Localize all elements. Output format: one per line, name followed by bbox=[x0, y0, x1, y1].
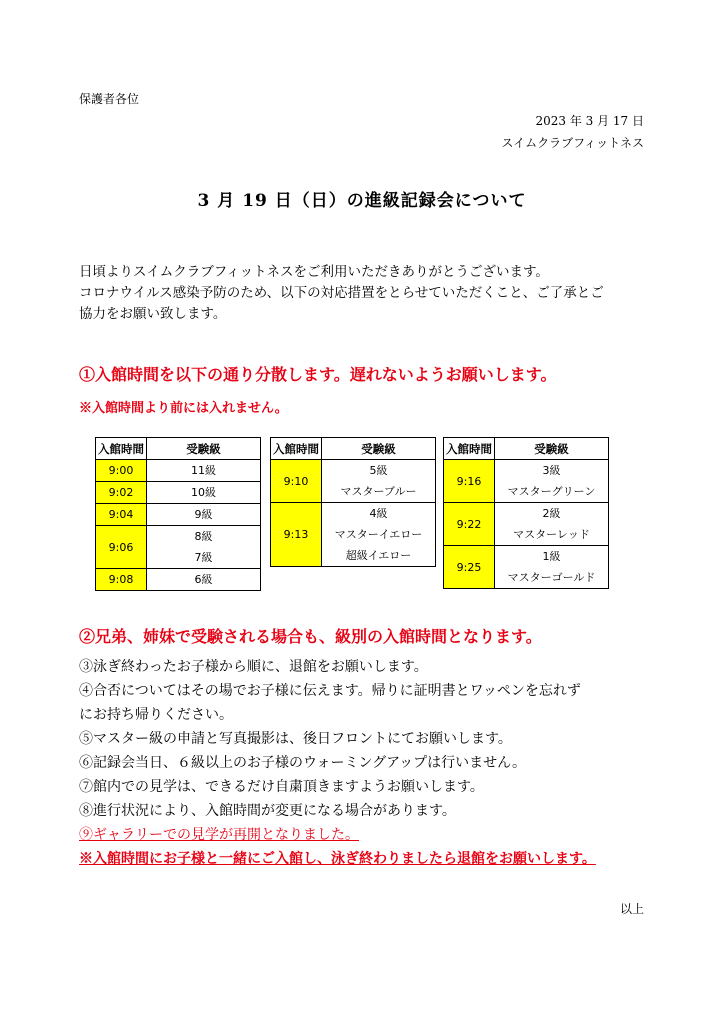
intro-line-1: 日頃よりスイムクラブフィットネスをご利用いただきありがとうございます。 bbox=[79, 264, 549, 280]
grade-label: マスターイエロー bbox=[334, 528, 423, 541]
grade-label: 6級 bbox=[194, 573, 213, 586]
grade-label: 1級 bbox=[542, 550, 561, 563]
schedule-table-3 bbox=[443, 437, 609, 589]
time-cell: 9:22 bbox=[444, 503, 495, 546]
grade-label: 8級 bbox=[194, 530, 213, 543]
header-time: 入館時間 bbox=[271, 438, 322, 460]
time-cell: 9:04 bbox=[96, 504, 147, 526]
header-grade: 受験級 bbox=[147, 438, 261, 460]
table-row bbox=[271, 503, 436, 567]
item-5: ⑤マスター級の申請と写真撮影は、後日フロントにてお願いします。 bbox=[79, 731, 512, 747]
section1-heading: ①入館時間を以下の通り分散します。遅れないようお願いします。 bbox=[79, 365, 557, 384]
page-title: 3 月 19 日（日）の進級記録会について bbox=[197, 191, 527, 211]
sender: スイムクラブフィットネス bbox=[501, 136, 644, 150]
grade-label: マスターブルー bbox=[340, 485, 417, 498]
section2-heading: ②兄弟、姉妹で受験される場合も、級別の入館時間となります。 bbox=[79, 627, 542, 646]
schedule-table-1 bbox=[95, 437, 261, 591]
grade-label: 2級 bbox=[542, 507, 561, 520]
grade-label: マスターレッド bbox=[513, 528, 590, 541]
item-4-cont: にお持ち帰りください。 bbox=[79, 707, 233, 723]
schedule-table-2 bbox=[270, 437, 436, 567]
table-row bbox=[444, 503, 609, 546]
addressee: 保護者各位 bbox=[79, 92, 140, 106]
grade-label: 4級 bbox=[369, 507, 388, 520]
table-row bbox=[444, 546, 609, 589]
section1-note: ※入館時間より前には入れません。 bbox=[79, 401, 288, 416]
document-date: 2023 年 3 月 17 日 bbox=[535, 114, 644, 128]
header-grade: 受験級 bbox=[322, 438, 436, 460]
table-row bbox=[96, 569, 261, 591]
time-cell: 9:00 bbox=[96, 460, 147, 482]
item-4: ④合否についてはその場でお子様に伝えます。帰りに証明書とワッペンを忘れず bbox=[79, 683, 581, 699]
time-cell: 9:10 bbox=[271, 460, 322, 503]
table-row bbox=[271, 460, 436, 503]
header-time: 入館時間 bbox=[444, 438, 495, 460]
grade-label: 超級イエロー bbox=[345, 549, 412, 562]
grade-label: 11級 bbox=[191, 464, 216, 477]
intro-line-3: 協力をお願い致します。 bbox=[79, 306, 227, 322]
final-note: ※入館時間にお子様と一緒にご入館し、泳ぎ終わりましたら退館をお願いします。 bbox=[79, 851, 596, 867]
item-6: ⑥記録会当日、６級以上のお子様のウォーミングアップは行いません。 bbox=[79, 755, 527, 771]
closing: 以上 bbox=[619, 902, 644, 916]
time-cell: 9:13 bbox=[271, 503, 322, 567]
table-row bbox=[96, 504, 261, 526]
item-9: ⑨ギャラリーでの見学が再開となりました。 bbox=[79, 827, 359, 843]
time-cell: 9:16 bbox=[444, 460, 495, 503]
table-row bbox=[96, 460, 261, 482]
header-grade: 受験級 bbox=[495, 438, 609, 460]
grade-label: 3級 bbox=[542, 464, 561, 477]
grade-label: 5級 bbox=[369, 464, 388, 477]
time-cell: 9:06 bbox=[96, 526, 147, 569]
item-7: ⑦館内での見学は、できるだけ自粛頂きますようお願いします。 bbox=[79, 779, 484, 795]
table-row bbox=[444, 460, 609, 503]
time-cell: 9:08 bbox=[96, 569, 147, 591]
grade-label: 10級 bbox=[191, 486, 216, 499]
item-3: ③泳ぎ終わったお子様から順に、退館をお願いします。 bbox=[79, 659, 428, 675]
grade-label: 7級 bbox=[194, 551, 213, 564]
time-cell: 9:02 bbox=[96, 482, 147, 504]
table-row bbox=[96, 526, 261, 569]
header-time: 入館時間 bbox=[96, 438, 147, 460]
item-8: ⑧進行状況により、入館時間が変更になる場合があります。 bbox=[79, 803, 456, 819]
grade-label: マスターゴールド bbox=[507, 571, 596, 584]
table-row bbox=[96, 482, 261, 504]
grade-label: マスターグリーン bbox=[507, 485, 596, 498]
intro-line-2: コロナウイルス感染予防のため、以下の対応措置をとらせていただくこと、ご了承とご bbox=[79, 285, 604, 301]
time-cell: 9:25 bbox=[444, 546, 495, 589]
grade-label: 9級 bbox=[194, 508, 213, 521]
